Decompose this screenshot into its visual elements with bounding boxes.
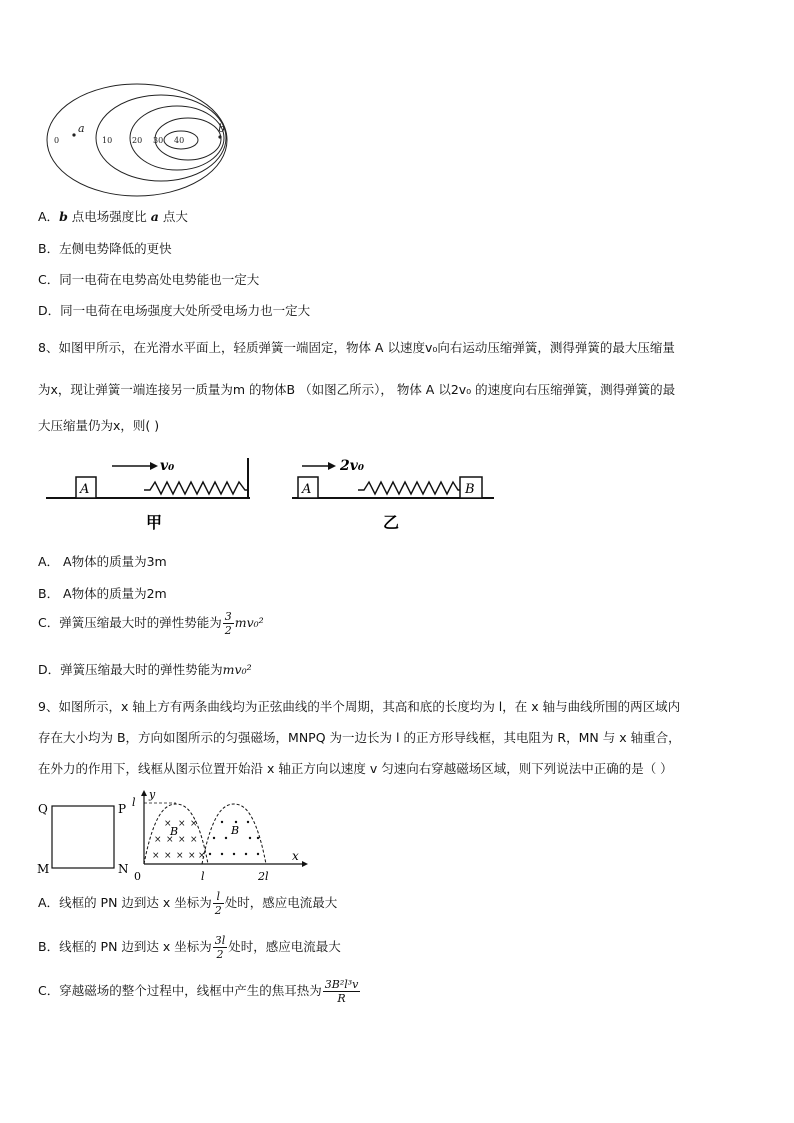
q8-stem-line1: 8、如图甲所示，在光滑水平面上，轻质弹簧一端固定，物体 A 以速度v₀向右运动压缩弹簧，测得弹簧的最大压缩量 [38,340,675,355]
svg-text:×: × [198,851,206,861]
svg-text:×: × [164,851,172,861]
svg-text:×: × [178,819,186,829]
y-l-label: l [132,796,136,809]
block-a-left-label: A [80,482,90,497]
contour-label-20: 20 [132,136,143,145]
option-letter: B． [38,939,60,954]
formula-tail: mv₀² [222,662,252,677]
velocity-arrowhead-right [328,462,336,470]
fraction [223,610,234,637]
q7-option-b [38,239,172,257]
corner-m: M [37,862,50,876]
contour-label-0: 0 [54,136,60,145]
fraction-numerator: 3B²l³v [324,978,359,991]
q7-option-a [38,207,188,225]
option-letter: C． [38,983,60,998]
spring-left [144,482,248,494]
option-letter: D． [38,662,61,677]
q9-stem-line2: 存在大小均为 B，方向如图所示的匀强磁场，MNPQ 为一边长为 l 的正方形导线框，其电阻为 R，MN 与 x 轴重合， [38,730,681,745]
fraction-numerator: l [213,890,224,904]
var-b: b [59,209,68,224]
svg-text:×: × [164,819,172,829]
caption-left: 甲 [146,513,163,532]
equipotential-figure [40,80,240,202]
fraction-numerator: 3l [214,934,226,947]
var-a: a [150,209,159,224]
option-letter: C． [38,272,60,287]
q7-option-c [38,270,259,288]
svg-text:×: × [154,835,162,845]
option-text: 弹簧压缩最大时的弹性势能为 [59,615,222,630]
square-frame-mnpq [52,806,114,868]
svg-text:×: × [190,835,198,845]
option-text: 同一电荷在电场强度大处所受电场力也一定大 [60,303,311,318]
option-text: 弹簧压缩最大时的弹性势能为 [60,662,223,677]
fraction-numerator: 3 [224,610,232,623]
field-into-page-marks [152,819,206,861]
corner-p: P [118,802,127,816]
option-text: 左侧电势降低的更快 [59,241,172,256]
q9-stem-line1: 9、如图所示，x 轴上方有两条曲线均为正弦曲线的半个周期，其高和底的长度均为 l，在 x 轴与曲线所围的两区域内 [38,699,681,714]
velocity-arrowhead-left [150,462,158,470]
y-axis-label: y [149,788,156,801]
x-axis-arrowhead [302,861,308,867]
option-text: 处时，感应电流最大 [224,895,338,910]
formula-tail: mv₀² [234,615,264,630]
spring-right [358,482,460,494]
origin-label: 0 [134,870,141,883]
svg-text:×: × [152,851,160,861]
q9-option-a [38,890,337,917]
option-text: A物体的质量为3m [59,554,167,569]
q8-option-b [38,584,167,602]
spring-figure [40,450,500,534]
tick-l-label: l [201,870,205,883]
option-letter: A． [38,554,60,569]
svg-text:×: × [188,851,196,861]
option-letter: B． [38,241,60,256]
svg-text:×: × [166,835,174,845]
fraction-denominator: R [337,992,346,1005]
fraction-denominator: 2 [224,624,232,637]
q8-stem-line2: 为x，现让弹簧一端连接另一质量为m 的物体B （如图乙所示）， 物体 A 以2v₀ 的速度向右压缩弹簧，测得弹簧的最 [38,382,676,397]
option-text: 穿越磁场的整个过程中，线框中产生的焦耳热为 [59,983,322,998]
option-text: 同一电荷在电势高处电势能也一定大 [59,272,260,287]
field-label-region-1: B [170,825,179,838]
velocity-right-label: 2v₀ [340,458,365,474]
fraction [213,934,228,961]
x-axis-label: x [292,849,299,863]
fraction [213,890,224,917]
contour-30 [155,118,221,160]
q9-stem-line3: 在外力的作用下，线框从图示位置开始沿 x 轴正方向以速度 v 匀速向右穿越磁场区域，则下列说法中正确的是（ ） [38,761,673,776]
fraction-denominator: 2 [214,904,222,917]
point-b-dot [218,135,221,138]
option-letter: A． [38,209,60,224]
q9-option-c [38,978,361,1005]
option-text: 点大 [158,209,188,224]
point-a-label: a [78,122,85,135]
q8-stem-line3: 大压缩量仍为x，则( ) [38,418,160,433]
svg-text:×: × [176,851,184,861]
svg-text:×: × [190,819,198,829]
velocity-left-label: v₀ [160,458,175,474]
fraction [323,978,361,1005]
option-letter: A． [38,895,60,910]
svg-text:×: × [178,835,186,845]
contour-label-10: 10 [102,136,113,145]
block-b-right-label: B [465,482,475,497]
option-text: 线框的 PN 边到达 x 坐标为 [59,939,212,954]
caption-right: 乙 [383,513,400,532]
option-text: 处时，感应电流最大 [228,939,341,954]
point-b-label: b [218,122,226,135]
fraction-denominator: 2 [216,948,224,961]
magnetic-field-figure [36,786,316,886]
block-a-right-label: A [302,482,312,497]
y-axis-arrowhead [141,790,147,796]
contour-label-30: 30 [153,136,164,145]
option-letter: B． [38,586,60,601]
corner-n: N [118,862,129,876]
field-label-region-2: B [231,824,240,837]
q9-option-b [38,934,341,961]
option-text: A物体的质量为2m [59,586,167,601]
option-text: 点电场强度比 [67,209,151,224]
option-letter: C． [38,615,60,630]
contour-label-40: 40 [174,136,185,145]
point-a-dot [72,133,75,136]
q7-option-d [38,301,310,319]
tick-2l-label: 2l [258,870,269,883]
q8-option-d [38,660,252,678]
corner-q: Q [38,802,48,816]
q8-option-c [38,610,264,637]
option-text: 线框的 PN 边到达 x 坐标为 [59,895,212,910]
option-letter: D． [38,303,61,318]
q8-option-a [38,552,167,570]
